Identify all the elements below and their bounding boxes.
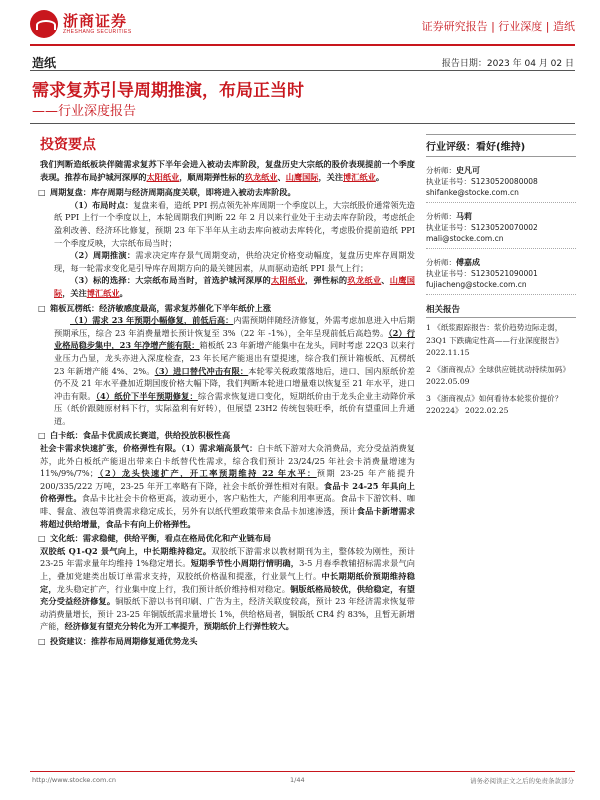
stock-link-bohui[interactable]: 博汇纸业	[343, 171, 376, 182]
bullet-cycle-review: □ 周期复盘：库存周期与经济周期高度关联，即将进入被动去库阶段。	[40, 186, 415, 199]
intro-text: 。	[375, 171, 385, 182]
para-text: 白卡纸下游对大众消费品，充分受益消费复苏，此外白板纸产能退出带来白卡纸替代性需求，综合我们预计 23/24/25 年社会卡消费量增速为 11%/9%/7%；	[40, 443, 415, 479]
para-text: 预期 23-25 年产能提升 200/335/222 万吨，23-25 年开工率略有下降，社会卡纸价弹性相对有限。	[40, 468, 415, 491]
para-text: 铜版纸下游以书刊印刷、广告为主，经济关联度较高，预计 23 年经济需求恢复带动消费量增长，预计 23-25 年铜版纸需求量增长 1%，供给格局者，铜版纸 CR4 约 83%，且暂无新增产能，	[40, 596, 415, 632]
sector-tag: 造纸	[32, 56, 57, 70]
main-content	[40, 134, 415, 648]
industry-rating	[426, 134, 576, 157]
analyst-role: 分析师：	[426, 212, 456, 221]
intro-text: ，关注	[318, 171, 344, 182]
analyst-cert: 执业证书号：S1230520070002	[426, 223, 538, 232]
related-report-item[interactable]: 3 《浙商视点》如何看待本轮浆价提价？220224》 2022.02.25	[426, 393, 563, 415]
para-text: 食品卡新增需求将超过供给增量，食品卡有向上价格弹性。	[40, 506, 415, 529]
paragraph-timing	[40, 199, 415, 249]
title-divider	[30, 70, 575, 71]
analyst-email[interactable]: fujiacheng@stocke.com.cn	[426, 280, 527, 289]
para-lead: 短期季节性小周期行情明确，	[190, 558, 300, 569]
rating-label: 行业评级：	[426, 142, 476, 153]
page-header	[30, 10, 575, 44]
para-text: 、	[381, 275, 390, 286]
footer-divider	[30, 771, 575, 772]
paragraph-cycle	[40, 249, 415, 274]
para-lead: 中长期期纸价预期维持稳定，	[40, 571, 415, 594]
analyst-name: 马莉	[456, 212, 472, 221]
page-number: 1/44	[290, 776, 305, 784]
logo-name-cn: 浙商证券	[63, 12, 128, 30]
related-report-item[interactable]: 2 《浙商视点》全球供应链扰动持续加码》 2022.05.09	[426, 364, 570, 386]
paragraph-ivory-board	[40, 442, 415, 530]
stock-link-nine-dragons[interactable]: 玖龙纸业	[244, 171, 278, 182]
report-title: 需求复苏引导周期推演，布局正当时	[32, 81, 304, 101]
stock-link-shanying[interactable]: 山鹰国际	[54, 275, 415, 298]
para-lead: （1）布局时点：	[70, 199, 134, 210]
para-text: 双胶纸下游需求以教材期刊为主，整体较为刚性，预计 23-25 年需求量年均维持 1%稳定增长。	[40, 545, 415, 569]
related-report-item[interactable]: 1 《纸浆跟踪报告：浆价趋势边际走弱，23Q1 下跌确定性高——行业深度报告》 2022.11.15	[426, 323, 564, 357]
stock-link-shanying[interactable]: 山鹰国际	[285, 171, 319, 182]
para-lead: 社会卡需求快速扩张，价格弹性有限。（1）需求端高景气：	[40, 443, 258, 454]
para-lead: （3）进口替代冲击有限：	[154, 365, 249, 376]
analyst-cert: 执业证书号：S1230521090001	[426, 269, 538, 278]
analyst-name: 史凡可	[456, 166, 480, 175]
para-text: 大宗纸布局当时，首选护城河深厚的	[135, 275, 272, 286]
para-lead: 双胶纸 Q1-Q2 景气向上，中长期维持稳定。	[40, 545, 212, 556]
disclaimer-note: 请务必阅读正文之后的免责条款部分	[470, 777, 574, 785]
analyst-cert: 执业证书号：S1230520080008	[426, 177, 538, 186]
para-text: 。	[119, 287, 128, 298]
bullet-containerboard: □ 箱板瓦楞纸：经济敏感度最高，需求复苏催化下半年纸价上涨	[40, 302, 415, 315]
logo-icon	[30, 10, 58, 38]
paragraph-stock-pick	[40, 274, 415, 299]
subtitle-divider	[30, 123, 575, 124]
report-subtitle: ——行业深度报告	[32, 104, 137, 119]
para-text: 本轮零关税政策落地后，进口、国内原纸价差仍不及 21 年水平叠加近期国废价格大幅下降，我们判断本轮进口增量难以恢复至 21 年水平，进口冲击有限。	[54, 365, 415, 401]
bullet-cultural-paper: □ 文化纸：需求稳健，供给平衡，看点在格局优化和产业链布局	[40, 532, 415, 545]
para-text: 复盘来看，造纸 PPI 拐点领先补库周期一个季度以上，大宗纸股价通常领先造纸 PPI 上行一个季度以上，本轮周期我们判断 22 年 2 月以来行业处于主动去库存阶段，考虑纸企盈利改善、经济环比修复，预期 23 年下半年从主动去库向被动去库转化，考虑股价提前造纸 PPI 一个季度反映，大宗纸布局当时；	[54, 199, 415, 248]
para-lead: （4）纸价下半年预期修复：	[95, 390, 198, 401]
report-category: 证券研究报告 | 行业深度 | 造纸	[421, 20, 575, 33]
stock-link-nine-dragons[interactable]: 玖龙纸业	[347, 275, 382, 286]
related-reports-heading: 相关报告	[426, 303, 576, 318]
paragraph-containerboard	[40, 314, 415, 427]
para-lead: （2）龙头快速扩产，开工率预期维持 22 年水平：	[97, 468, 317, 479]
analyst-email[interactable]: shifanke@stocke.com.cn	[426, 188, 519, 197]
para-text: 内需预期伴随经济修复，外需考虑加息进入中后期预期承压，综合 23 年消费量增长预计恢复至 3%（22 年 -1%），全年呈现前低后高趋势。	[54, 315, 415, 338]
section-heading: 投资要点	[40, 137, 96, 153]
paragraph-cultural-paper	[40, 545, 415, 633]
para-text: ，弹性标的	[304, 275, 348, 286]
analyst-card	[426, 211, 576, 249]
stock-link-sun-paper[interactable]: 太阳纸业	[271, 275, 305, 286]
para-text: 箱板纸 23 年新增产能集中在龙头，同时考虑 22Q3 以来行业压力凸显，龙头亦进入深度检查，23 年长尾产能退出有望提速，综合我们预计箱板纸、瓦楞纸 23 年新增产能 4%、2%。	[54, 340, 415, 376]
company-logo	[30, 10, 132, 38]
analyst-name: 傅嘉成	[456, 258, 480, 267]
para-text: 综合需求恢复进口变化，短期纸价由于龙头企业主动降价承压（纸价跟随原材料下行，实际盈利有好转），但展望 23H2 传统包装旺季，纸价有望重回上升通道。	[54, 390, 415, 426]
analyst-role: 分析师：	[426, 258, 456, 267]
para-text: 食品卡比社会卡价格更高，波动更小，客户粘性大，产能利用率更高。食品卡下游饮料、咖啡、餐盒、液包等消费需求稳定成长，另外有以纸代塑政策带来食品卡加速渗透，预计	[40, 493, 415, 517]
para-text: 需求决定库存景气周期变动，供给决定价格变动幅度，复盘历史库存周期发现，每一轮需求变化是引导库存周期方向的最关键因素，从而驱动造纸 PPI 景气上行；	[54, 250, 415, 273]
para-text: 经济修复有望充分转化为开工率提升，预期纸价上行弹性较大。	[64, 621, 294, 632]
para-text: 3-5 月春季教辅招标需求景气向上，叠加党建类出版订单需求支持，双胶纸价格温和提涨，行业景气上行。	[40, 558, 415, 581]
para-lead: （3）标的选择：	[70, 275, 136, 286]
header-divider	[30, 44, 575, 46]
analyst-email[interactable]: mali@stocke.com.cn	[426, 234, 504, 243]
footer-url[interactable]: http://www.stocke.com.cn	[32, 776, 117, 784]
para-lead: （2）行业格局稳步集中，23 年净增产能有限：	[54, 327, 415, 351]
report-date: 报告日期：2023 年 04 月 02 日	[441, 59, 574, 69]
intro-text: 我们判断造纸板块伴随需求复苏下半年会进入被动去库阶段，复盘历史大宗纸的股价表现提前一个季度表现。推荐布局护城河深厚的	[40, 159, 415, 182]
intro-text: 、	[277, 171, 286, 182]
para-lead: 食品卡 24-25 年具向上价格弹性。	[40, 480, 415, 504]
para-lead: （2）周期推演：	[70, 250, 136, 261]
para-text: ，关注	[62, 287, 87, 298]
logo-name-en: ZHESHANG SECURITIES	[63, 29, 132, 35]
para-text: 龙头稳定扩产，行业集中度上行，我们预计纸价维持相对稳定。	[56, 583, 291, 594]
analyst-card	[426, 257, 576, 295]
stock-link-bohui[interactable]: 博汇纸业	[86, 287, 120, 298]
bullet-investment-advice: □ 投资建议：推荐布局周期修复通优势龙头	[40, 635, 415, 648]
sidebar	[426, 134, 576, 418]
stock-link-sun-paper[interactable]: 太阳纸业	[146, 171, 180, 182]
para-lead: 铜版纸格局较优，供给稳定，有望充分受益经济修复。	[40, 583, 415, 607]
rating-value: 看好(维持)	[476, 142, 526, 153]
analyst-card	[426, 165, 576, 203]
analyst-role: 分析师：	[426, 166, 456, 175]
intro-paragraph	[40, 158, 415, 183]
bullet-ivory-board: □ 白卡纸：食品卡优质成长赛道，供给投放积极性高	[40, 429, 415, 442]
para-lead: （1）需求 23 年预期小幅修复，前低后高：	[70, 315, 234, 326]
intro-text: ，顺周期弹性标的	[179, 171, 245, 182]
